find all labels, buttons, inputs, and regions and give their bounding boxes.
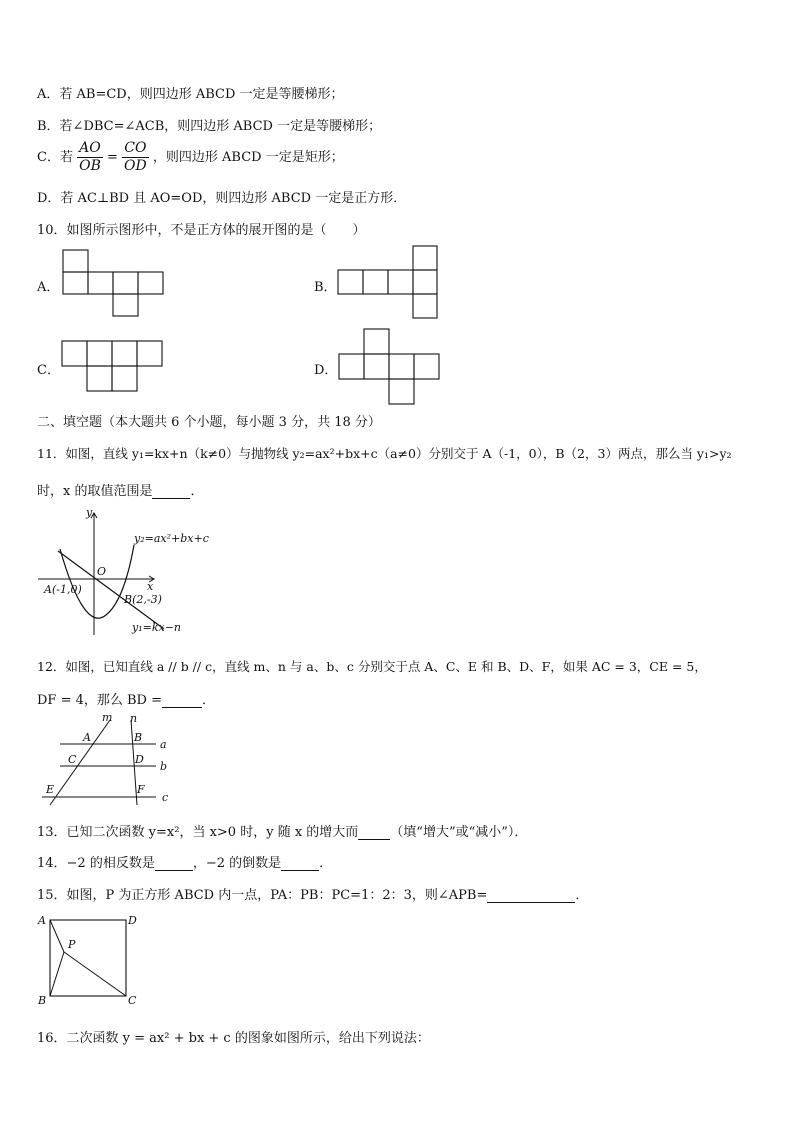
fraction-co-od bbox=[122, 140, 149, 175]
label-F: F bbox=[137, 783, 145, 796]
answer-blank[interactable] bbox=[487, 902, 575, 903]
q9-option-c-suffix: ，则四边形 ABCD 一定是矩形； bbox=[152, 150, 344, 165]
q10-net-d bbox=[338, 328, 443, 406]
q11-stem-text: 时，x 的取值范围是 bbox=[37, 484, 153, 499]
q14-stem bbox=[37, 852, 332, 871]
q15-end: ． bbox=[575, 888, 589, 903]
q13-text: 13．已知二次函数 y=x²，当 x>0 时，y 随 x 的增大而 bbox=[37, 825, 359, 840]
label-m: m bbox=[102, 711, 113, 724]
q10-label-d: D． bbox=[314, 363, 338, 378]
q14-end: ． bbox=[319, 856, 333, 871]
parabola-label: y₂=ax²+bx+c bbox=[134, 532, 209, 545]
y-axis-label: y bbox=[86, 506, 93, 519]
point-b-label: B(2,-3) bbox=[124, 593, 162, 606]
label-c: c bbox=[162, 791, 169, 804]
answer-blank[interactable] bbox=[281, 870, 319, 871]
q15-figure bbox=[36, 912, 146, 1008]
q9-option-b: B．若∠DBC=∠ACB，则四边形 ABCD 一定是等腰梯形； bbox=[37, 119, 382, 134]
q11-stem-line2 bbox=[37, 480, 203, 499]
square-abcd bbox=[50, 920, 126, 996]
fraction-ao-ob bbox=[77, 140, 103, 175]
q13-tail: （填“增大”或“减小”）． bbox=[390, 825, 528, 840]
fraction-denominator: OD bbox=[124, 158, 147, 174]
answer-blank[interactable] bbox=[358, 839, 390, 840]
q12-stem-line1: 12．如图，已知直线 a // b // c，直线 m、n 与 a、b、c 分别交于点 A、C、E 和 B、D、F，如果 AC = 3，CE = 5， bbox=[37, 659, 707, 674]
q14-part2: ，−2 的倒数是 bbox=[192, 856, 282, 871]
q10-label-b: B． bbox=[314, 280, 337, 295]
vertex-D: D bbox=[128, 914, 137, 927]
fraction-numerator: AO bbox=[77, 140, 103, 158]
vertex-A: A bbox=[38, 914, 46, 927]
q11-stem-line1: 11．如图，直线 y₁=kx+n（k≠0）与抛物线 y₂=ax²+bx+c（a≠0）分别交于 A（-1，0），B（2，3）两点，那么当 y₁>y₂ bbox=[37, 446, 732, 461]
q10-net-b bbox=[337, 245, 442, 321]
segment-pc bbox=[64, 952, 126, 996]
q9-option-a: A．若 AB=CD，则四边形 ABCD 一定是等腰梯形； bbox=[37, 87, 344, 102]
fraction-numerator: CO bbox=[122, 140, 149, 158]
section-heading: 二、填空题（本大题共 6 个小题，每小题 3 分，共 18 分） bbox=[37, 415, 381, 430]
vertex-B: B bbox=[38, 994, 47, 1007]
q9-option-c bbox=[37, 140, 344, 175]
label-a: a bbox=[160, 738, 167, 751]
equals-sign: = bbox=[107, 150, 118, 165]
q12-stem-line2 bbox=[37, 689, 215, 708]
label-D: D bbox=[135, 753, 144, 766]
q10-stem: 10．如图所示图形中，不是正方体的展开图的是（ ） bbox=[37, 223, 366, 238]
q15-stem bbox=[37, 884, 588, 903]
fraction-denominator: OB bbox=[79, 158, 101, 174]
q9-option-c-prefix: C．若 bbox=[37, 150, 73, 165]
label-A: A bbox=[83, 731, 91, 744]
line-m bbox=[50, 720, 110, 805]
answer-blank[interactable] bbox=[155, 870, 193, 871]
label-b: b bbox=[160, 760, 168, 773]
q9-option-d: D．若 AC⊥BD 且 AO=OD，则四边形 ABCD 一定是正方形． bbox=[37, 191, 407, 206]
q13-stem bbox=[37, 821, 527, 840]
q10-net-a bbox=[62, 249, 167, 319]
segment-pb bbox=[50, 952, 64, 996]
label-B: B bbox=[134, 731, 143, 744]
q16-stem: 16．二次函数 y = ax² + bx + c 的图象如图所示，给出下列说法： bbox=[37, 1031, 430, 1046]
q11-figure bbox=[36, 505, 236, 640]
q14-part1: 14．−2 的相反数是 bbox=[37, 856, 155, 871]
q10-net-c bbox=[61, 340, 166, 396]
label-C: C bbox=[68, 753, 77, 766]
point-P: P bbox=[68, 938, 76, 951]
answer-blank[interactable] bbox=[162, 707, 202, 708]
q12-stem-text: DF = 4，那么 BD = bbox=[37, 693, 163, 708]
point-a-label: A(-1,0) bbox=[44, 583, 82, 596]
label-E: E bbox=[46, 783, 55, 796]
q12-stem-end: ． bbox=[202, 693, 216, 708]
label-n: n bbox=[130, 712, 138, 725]
x-axis-label: x bbox=[147, 580, 154, 593]
q10-label-a: A． bbox=[37, 280, 60, 295]
segment-pa bbox=[50, 920, 64, 952]
parabola-curve bbox=[60, 545, 134, 618]
q10-label-c: C． bbox=[37, 363, 60, 378]
vertex-C: C bbox=[128, 994, 137, 1007]
q12-figure bbox=[38, 710, 188, 805]
answer-blank[interactable] bbox=[152, 498, 190, 499]
q11-stem-end: ． bbox=[190, 484, 204, 499]
origin-label: O bbox=[97, 565, 107, 578]
q15-text: 15．如图，P 为正方形 ABCD 内一点，PA：PB：PC=1：2：3，则∠APB= bbox=[37, 888, 488, 903]
line-label: y₁=kx−n bbox=[132, 621, 182, 634]
